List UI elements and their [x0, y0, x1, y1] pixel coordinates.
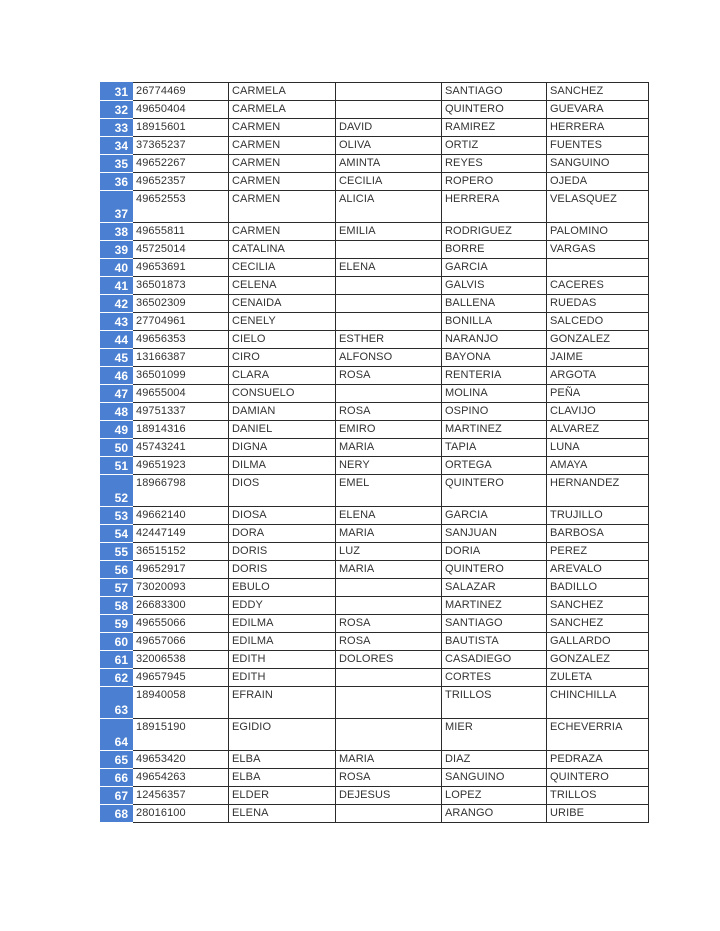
first-surname-cell: BORRE	[442, 241, 547, 259]
second-name-cell	[336, 101, 442, 119]
second-name-cell	[336, 313, 442, 331]
table-row	[101, 669, 649, 687]
table-row	[101, 769, 649, 787]
second-surname-cell: SANCHEZ	[547, 597, 649, 615]
id-cell: 18914316	[133, 421, 229, 439]
row-number: 39	[101, 241, 133, 259]
row-number: 32	[101, 101, 133, 119]
table-row	[101, 119, 649, 137]
id-cell: 49655066	[133, 615, 229, 633]
table-row	[101, 241, 649, 259]
row-number: 54	[101, 525, 133, 543]
row-number: 47	[101, 385, 133, 403]
table-row	[101, 137, 649, 155]
first-surname-cell: QUINTERO	[442, 561, 547, 579]
first-name-cell: CIELO	[229, 331, 336, 349]
first-surname-cell: SANJUAN	[442, 525, 547, 543]
first-surname-cell: LOPEZ	[442, 787, 547, 805]
row-number: 44	[101, 331, 133, 349]
table-row	[101, 597, 649, 615]
id-cell: 18915190	[133, 719, 229, 751]
id-cell: 26683300	[133, 597, 229, 615]
second-surname-cell: ZULETA	[547, 669, 649, 687]
first-surname-cell: QUINTERO	[442, 101, 547, 119]
first-surname-cell: BAUTISTA	[442, 633, 547, 651]
id-cell: 49656353	[133, 331, 229, 349]
table-row	[101, 385, 649, 403]
second-surname-cell: RUEDAS	[547, 295, 649, 313]
second-surname-cell: GONZALEZ	[547, 331, 649, 349]
first-surname-cell: DIAZ	[442, 751, 547, 769]
row-number: 63	[101, 687, 133, 719]
first-surname-cell: ROPERO	[442, 173, 547, 191]
table-row	[101, 475, 649, 507]
second-name-cell: ROSA	[336, 367, 442, 385]
first-surname-cell: MOLINA	[442, 385, 547, 403]
table-row	[101, 421, 649, 439]
id-cell: 36502309	[133, 295, 229, 313]
row-number: 53	[101, 507, 133, 525]
second-surname-cell: PEREZ	[547, 543, 649, 561]
first-name-cell: CARMELA	[229, 101, 336, 119]
row-number: 56	[101, 561, 133, 579]
row-number: 58	[101, 597, 133, 615]
first-name-cell: CARMEN	[229, 137, 336, 155]
row-number: 35	[101, 155, 133, 173]
table-row	[101, 719, 649, 751]
first-surname-cell: RAMIREZ	[442, 119, 547, 137]
table-row	[101, 615, 649, 633]
second-name-cell: MARIA	[336, 439, 442, 457]
row-number: 43	[101, 313, 133, 331]
first-surname-cell: SANTIAGO	[442, 615, 547, 633]
second-name-cell: ROSA	[336, 403, 442, 421]
id-cell: 49652267	[133, 155, 229, 173]
row-number: 38	[101, 223, 133, 241]
id-cell: 36501873	[133, 277, 229, 295]
table-row	[101, 277, 649, 295]
first-name-cell: EFRAIN	[229, 687, 336, 719]
second-surname-cell: PEDRAZA	[547, 751, 649, 769]
second-surname-cell: PEÑA	[547, 385, 649, 403]
row-number: 59	[101, 615, 133, 633]
id-cell: 49652917	[133, 561, 229, 579]
names-table	[100, 82, 649, 823]
first-name-cell: DANIEL	[229, 421, 336, 439]
second-name-cell	[336, 719, 442, 751]
second-surname-cell: LUNA	[547, 439, 649, 457]
table-row	[101, 439, 649, 457]
second-surname-cell: URIBE	[547, 805, 649, 823]
second-surname-cell: JAIME	[547, 349, 649, 367]
first-surname-cell: RODRIGUEZ	[442, 223, 547, 241]
first-surname-cell: BONILLA	[442, 313, 547, 331]
table-row	[101, 525, 649, 543]
second-name-cell: ELENA	[336, 507, 442, 525]
first-name-cell: DILMA	[229, 457, 336, 475]
id-cell: 36501099	[133, 367, 229, 385]
first-surname-cell: REYES	[442, 155, 547, 173]
second-name-cell: ROSA	[336, 633, 442, 651]
table-row	[101, 787, 649, 805]
second-name-cell	[336, 295, 442, 313]
second-name-cell: LUZ	[336, 543, 442, 561]
id-cell: 49652357	[133, 173, 229, 191]
second-name-cell: DEJESUS	[336, 787, 442, 805]
second-surname-cell: CLAVIJO	[547, 403, 649, 421]
second-surname-cell: BARBOSA	[547, 525, 649, 543]
id-cell: 49657945	[133, 669, 229, 687]
second-surname-cell: AREVALO	[547, 561, 649, 579]
second-surname-cell: BADILLO	[547, 579, 649, 597]
first-surname-cell: MARTINEZ	[442, 421, 547, 439]
first-surname-cell: SANGUINO	[442, 769, 547, 787]
second-name-cell: EMILIA	[336, 223, 442, 241]
first-name-cell: ELBA	[229, 751, 336, 769]
id-cell: 49653420	[133, 751, 229, 769]
first-name-cell: DORIS	[229, 561, 336, 579]
second-surname-cell: GONZALEZ	[547, 651, 649, 669]
id-cell: 49653691	[133, 259, 229, 277]
first-name-cell: CENAIDA	[229, 295, 336, 313]
second-surname-cell: VELASQUEZ	[547, 191, 649, 223]
first-name-cell: EDILMA	[229, 615, 336, 633]
id-cell: 32006538	[133, 651, 229, 669]
table-row	[101, 349, 649, 367]
second-surname-cell: FUENTES	[547, 137, 649, 155]
first-name-cell: DAMIAN	[229, 403, 336, 421]
table-row	[101, 83, 649, 101]
id-cell: 18940058	[133, 687, 229, 719]
second-name-cell: ROSA	[336, 615, 442, 633]
row-number: 52	[101, 475, 133, 507]
id-cell: 49751337	[133, 403, 229, 421]
second-surname-cell	[547, 259, 649, 277]
id-cell: 45743241	[133, 439, 229, 457]
first-name-cell: CONSUELO	[229, 385, 336, 403]
table-row	[101, 259, 649, 277]
row-number: 42	[101, 295, 133, 313]
first-surname-cell: ARANGO	[442, 805, 547, 823]
row-number: 33	[101, 119, 133, 137]
row-number: 68	[101, 805, 133, 823]
second-name-cell: EMIRO	[336, 421, 442, 439]
second-surname-cell: ALVAREZ	[547, 421, 649, 439]
second-name-cell	[336, 241, 442, 259]
first-name-cell: CARMEN	[229, 119, 336, 137]
id-cell: 49657066	[133, 633, 229, 651]
id-cell: 13166387	[133, 349, 229, 367]
table-row	[101, 101, 649, 119]
row-number: 34	[101, 137, 133, 155]
first-name-cell: CENELY	[229, 313, 336, 331]
id-cell: 26774469	[133, 83, 229, 101]
second-surname-cell: TRUJILLO	[547, 507, 649, 525]
second-name-cell: CECILIA	[336, 173, 442, 191]
second-name-cell: ALFONSO	[336, 349, 442, 367]
first-name-cell: CELENA	[229, 277, 336, 295]
second-surname-cell: SANCHEZ	[547, 83, 649, 101]
id-cell: 37365237	[133, 137, 229, 155]
second-surname-cell: SANGUINO	[547, 155, 649, 173]
id-cell: 49662140	[133, 507, 229, 525]
table-row	[101, 403, 649, 421]
table-row	[101, 295, 649, 313]
first-surname-cell: MARTINEZ	[442, 597, 547, 615]
first-surname-cell: OSPINO	[442, 403, 547, 421]
row-number: 36	[101, 173, 133, 191]
second-name-cell	[336, 277, 442, 295]
second-surname-cell: HERRERA	[547, 119, 649, 137]
first-name-cell: EBULO	[229, 579, 336, 597]
first-name-cell: DORIS	[229, 543, 336, 561]
first-surname-cell: RENTERIA	[442, 367, 547, 385]
first-surname-cell: CASADIEGO	[442, 651, 547, 669]
first-surname-cell: MIER	[442, 719, 547, 751]
first-surname-cell: HERRERA	[442, 191, 547, 223]
row-number: 31	[101, 83, 133, 101]
second-name-cell: DAVID	[336, 119, 442, 137]
table-row	[101, 561, 649, 579]
second-name-cell: ALICIA	[336, 191, 442, 223]
first-name-cell: CIRO	[229, 349, 336, 367]
first-name-cell: EGIDIO	[229, 719, 336, 751]
first-name-cell: ELBA	[229, 769, 336, 787]
first-surname-cell: TAPIA	[442, 439, 547, 457]
id-cell: 12456357	[133, 787, 229, 805]
first-surname-cell: ORTEGA	[442, 457, 547, 475]
row-number: 50	[101, 439, 133, 457]
id-cell: 28016100	[133, 805, 229, 823]
second-surname-cell: CHINCHILLA	[547, 687, 649, 719]
first-surname-cell: BALLENA	[442, 295, 547, 313]
second-name-cell: MARIA	[336, 751, 442, 769]
second-name-cell: ROSA	[336, 769, 442, 787]
second-name-cell: NERY	[336, 457, 442, 475]
second-name-cell	[336, 597, 442, 615]
first-name-cell: EDITH	[229, 669, 336, 687]
id-cell: 49655811	[133, 223, 229, 241]
row-number: 67	[101, 787, 133, 805]
second-surname-cell: VARGAS	[547, 241, 649, 259]
first-surname-cell: GARCIA	[442, 259, 547, 277]
table-row	[101, 651, 649, 669]
table-row	[101, 155, 649, 173]
second-name-cell: AMINTA	[336, 155, 442, 173]
second-name-cell: EMEL	[336, 475, 442, 507]
id-cell: 49650404	[133, 101, 229, 119]
first-name-cell: CARMEN	[229, 173, 336, 191]
first-name-cell: CARMEN	[229, 191, 336, 223]
second-name-cell	[336, 579, 442, 597]
row-number: 64	[101, 719, 133, 751]
second-surname-cell: CACERES	[547, 277, 649, 295]
second-name-cell	[336, 385, 442, 403]
table-row	[101, 173, 649, 191]
table-row	[101, 805, 649, 823]
first-surname-cell: ORTIZ	[442, 137, 547, 155]
first-name-cell: ELDER	[229, 787, 336, 805]
row-number: 51	[101, 457, 133, 475]
table-body	[101, 83, 649, 823]
second-surname-cell: TRILLOS	[547, 787, 649, 805]
table-row	[101, 223, 649, 241]
second-name-cell: DOLORES	[336, 651, 442, 669]
row-number: 37	[101, 191, 133, 223]
second-name-cell: ESTHER	[336, 331, 442, 349]
first-name-cell: CATALINA	[229, 241, 336, 259]
second-name-cell	[336, 83, 442, 101]
first-name-cell: EDDY	[229, 597, 336, 615]
first-name-cell: DIOS	[229, 475, 336, 507]
id-cell: 42447149	[133, 525, 229, 543]
first-name-cell: EDILMA	[229, 633, 336, 651]
second-name-cell: ELENA	[336, 259, 442, 277]
row-number: 45	[101, 349, 133, 367]
id-cell: 18915601	[133, 119, 229, 137]
row-number: 60	[101, 633, 133, 651]
id-cell: 73020093	[133, 579, 229, 597]
second-name-cell	[336, 669, 442, 687]
id-cell: 45725014	[133, 241, 229, 259]
second-surname-cell: GUEVARA	[547, 101, 649, 119]
row-number: 62	[101, 669, 133, 687]
first-name-cell: ELENA	[229, 805, 336, 823]
table-row	[101, 191, 649, 223]
first-name-cell: CARMEN	[229, 223, 336, 241]
table-row	[101, 367, 649, 385]
row-number: 55	[101, 543, 133, 561]
first-name-cell: CECILIA	[229, 259, 336, 277]
first-name-cell: DORA	[229, 525, 336, 543]
second-surname-cell: PALOMINO	[547, 223, 649, 241]
id-cell: 27704961	[133, 313, 229, 331]
first-name-cell: CARMEN	[229, 155, 336, 173]
second-surname-cell: AMAYA	[547, 457, 649, 475]
first-surname-cell: QUINTERO	[442, 475, 547, 507]
first-name-cell: DIGNA	[229, 439, 336, 457]
second-surname-cell: ARGOTA	[547, 367, 649, 385]
row-number: 46	[101, 367, 133, 385]
table-row	[101, 457, 649, 475]
table-row	[101, 313, 649, 331]
first-name-cell: DIOSA	[229, 507, 336, 525]
row-number: 61	[101, 651, 133, 669]
first-surname-cell: NARANJO	[442, 331, 547, 349]
first-surname-cell: TRILLOS	[442, 687, 547, 719]
table-row	[101, 751, 649, 769]
row-number: 40	[101, 259, 133, 277]
first-surname-cell: GALVIS	[442, 277, 547, 295]
table-row	[101, 579, 649, 597]
id-cell: 49652553	[133, 191, 229, 223]
second-surname-cell: QUINTERO	[547, 769, 649, 787]
row-number: 57	[101, 579, 133, 597]
table-row	[101, 633, 649, 651]
row-number: 66	[101, 769, 133, 787]
first-name-cell: EDITH	[229, 651, 336, 669]
id-cell: 36515152	[133, 543, 229, 561]
row-number: 41	[101, 277, 133, 295]
first-name-cell: CARMELA	[229, 83, 336, 101]
first-surname-cell: BAYONA	[442, 349, 547, 367]
first-name-cell: CLARA	[229, 367, 336, 385]
second-surname-cell: ECHEVERRIA	[547, 719, 649, 751]
id-cell: 49655004	[133, 385, 229, 403]
table-row	[101, 331, 649, 349]
first-surname-cell: SALAZAR	[442, 579, 547, 597]
row-number: 65	[101, 751, 133, 769]
id-cell: 18966798	[133, 475, 229, 507]
table-row	[101, 507, 649, 525]
first-surname-cell: SANTIAGO	[442, 83, 547, 101]
second-surname-cell: SALCEDO	[547, 313, 649, 331]
id-cell: 49654263	[133, 769, 229, 787]
second-surname-cell: GALLARDO	[547, 633, 649, 651]
first-surname-cell: GARCIA	[442, 507, 547, 525]
table-row	[101, 687, 649, 719]
second-name-cell: OLIVA	[336, 137, 442, 155]
second-surname-cell: OJEDA	[547, 173, 649, 191]
first-surname-cell: DORIA	[442, 543, 547, 561]
second-name-cell	[336, 687, 442, 719]
row-number: 49	[101, 421, 133, 439]
second-surname-cell: SANCHEZ	[547, 615, 649, 633]
row-number: 48	[101, 403, 133, 421]
first-surname-cell: CORTES	[442, 669, 547, 687]
second-name-cell: MARIA	[336, 561, 442, 579]
id-cell: 49651923	[133, 457, 229, 475]
table-row	[101, 543, 649, 561]
second-surname-cell: HERNANDEZ	[547, 475, 649, 507]
second-name-cell	[336, 805, 442, 823]
second-name-cell: MARIA	[336, 525, 442, 543]
